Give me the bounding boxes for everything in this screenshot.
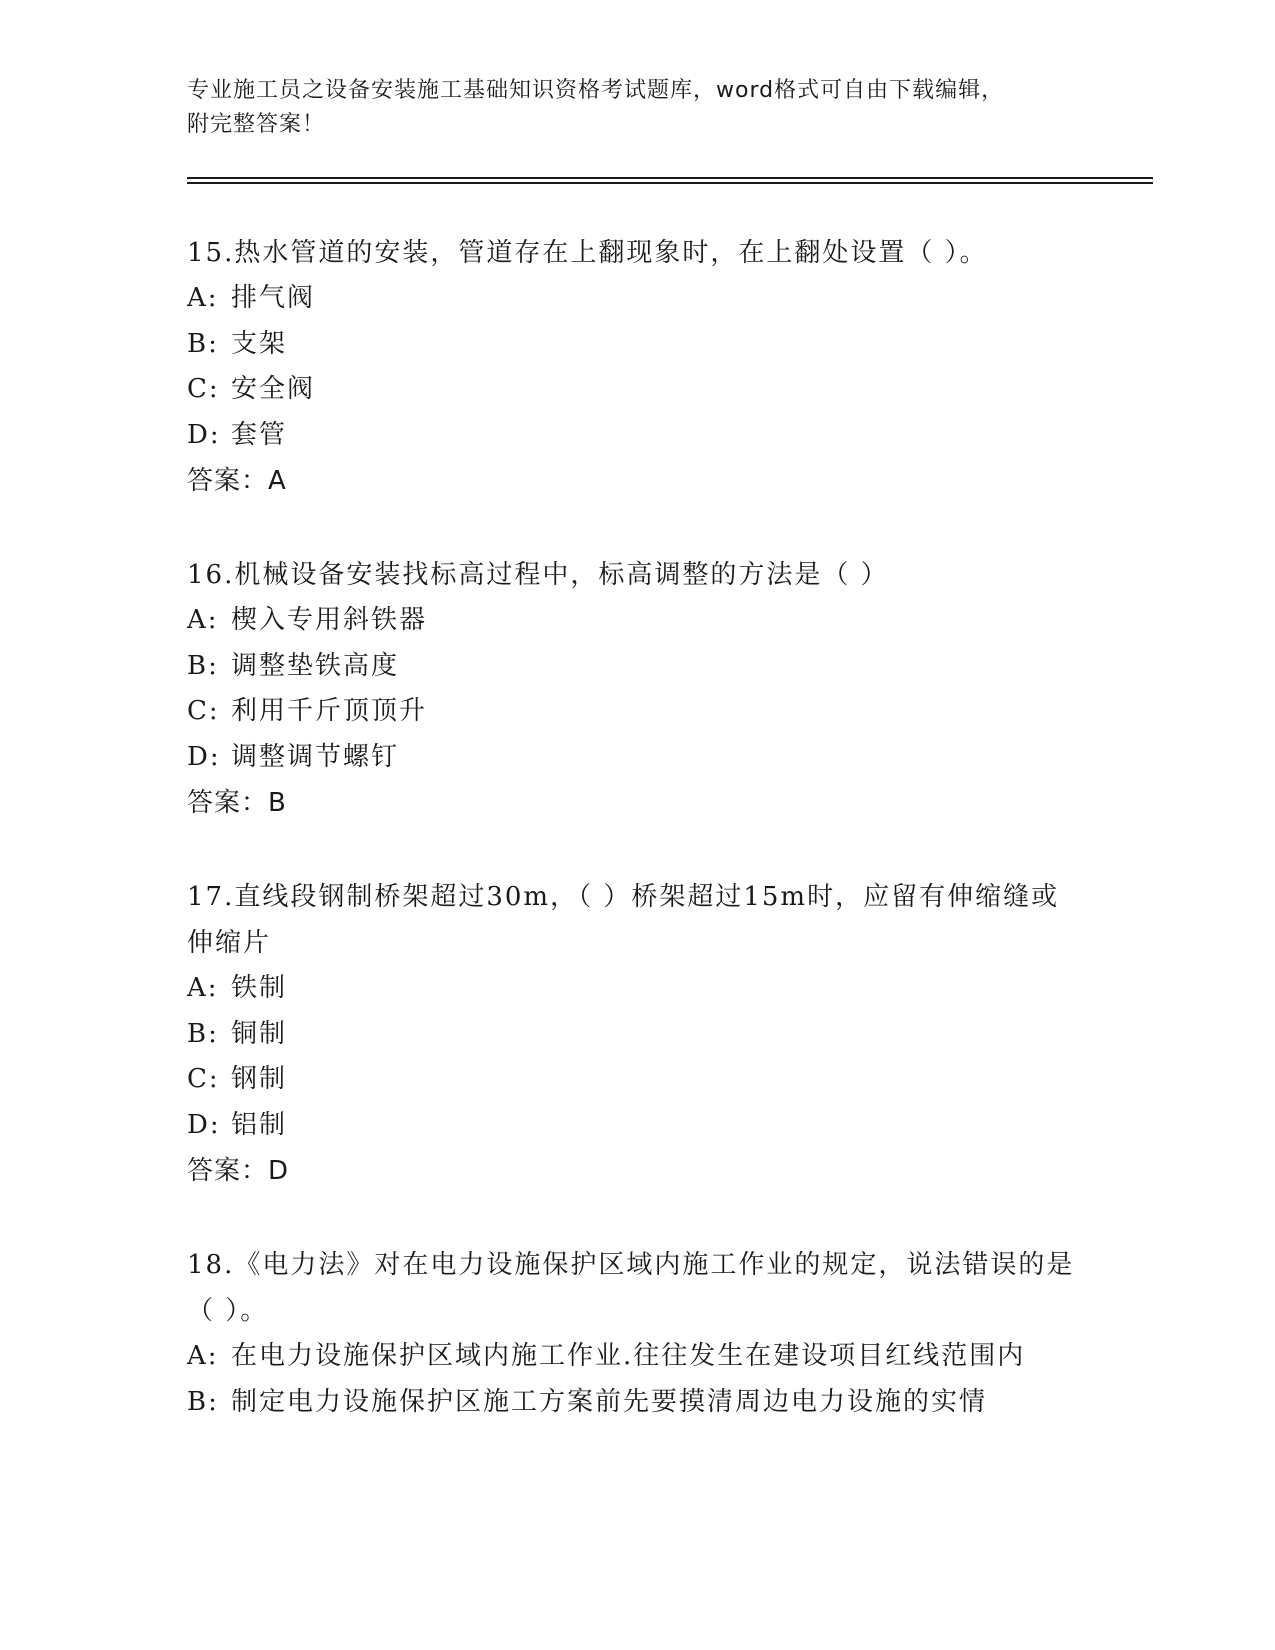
option-label: D: — [187, 419, 221, 450]
answer: 答案：B — [187, 788, 287, 818]
option-text: 调整垫铁高度 — [231, 650, 400, 681]
question-15 — [187, 230, 1087, 504]
option-b — [187, 644, 1087, 690]
option-text: 利用千斤顶顶升 — [231, 696, 428, 726]
question-17 — [187, 874, 1087, 1194]
option-label: A: — [187, 973, 219, 1003]
option-text: 钢制 — [231, 1064, 288, 1094]
option-d — [187, 1103, 1087, 1149]
option-label: A: — [187, 605, 219, 635]
question-stem: 15.热水管道的安装，管道存在上翻现象时，在上翻处设置（ ）。 — [187, 238, 988, 268]
question-18 — [187, 1242, 1087, 1425]
option-b — [187, 322, 1087, 368]
option-a — [187, 1334, 1087, 1380]
header-divider-bottom — [187, 182, 1153, 184]
option-label: B: — [187, 1386, 219, 1417]
option-c — [187, 367, 1087, 413]
option-label: C: — [187, 1064, 220, 1094]
option-label: A: — [187, 1341, 219, 1371]
option-text: 楔入专用斜铁器 — [231, 605, 428, 635]
header-divider-top — [187, 177, 1153, 179]
option-label: B: — [187, 328, 219, 359]
option-label: D: — [187, 1109, 221, 1140]
question-list — [187, 230, 1087, 1473]
option-text: 铝制 — [231, 1109, 288, 1140]
question-stem: 18.《电力法》对在电力设施保护区域内施工作业的规定，说法错误的是（ ）。 — [187, 1250, 1075, 1326]
option-b — [187, 1012, 1087, 1058]
header-line-2: 附完整答案！ — [187, 112, 326, 137]
option-d — [187, 735, 1087, 781]
option-text: 排气阀 — [231, 283, 316, 313]
option-text: 铜制 — [231, 1018, 288, 1049]
option-text: 铁制 — [231, 973, 288, 1003]
option-text: 安全阀 — [231, 374, 316, 404]
option-text: 套管 — [231, 419, 288, 450]
option-label: C: — [187, 374, 220, 404]
option-text: 在电力设施保护区域内施工作业.往往发生在建设项目红线范围内 — [231, 1341, 1026, 1371]
option-b — [187, 1380, 1087, 1426]
option-label: A: — [187, 283, 219, 313]
option-text: 制定电力设施保护区施工方案前先要摸清周边电力设施的实情 — [231, 1386, 988, 1417]
answer: 答案：D — [187, 1156, 290, 1186]
option-c — [187, 689, 1087, 735]
question-stem: 16.机械设备安装找标高过程中，标高调整的方法是（ ） — [187, 560, 889, 590]
option-c — [187, 1057, 1087, 1103]
option-d — [187, 413, 1087, 459]
option-label: B: — [187, 1018, 219, 1049]
option-a — [187, 276, 1087, 322]
answer: 答案：A — [187, 466, 287, 496]
question-stem: 17.直线段钢制桥架超过30m，（ ）桥架超过15m时，应留有伸缩缝或伸缩片 — [187, 882, 1060, 958]
option-text: 调整调节螺钉 — [231, 741, 400, 772]
option-label: B: — [187, 650, 219, 681]
document-header — [187, 74, 1087, 142]
option-a — [187, 598, 1087, 644]
question-16 — [187, 552, 1087, 826]
option-label: C: — [187, 696, 220, 726]
header-line-1: 专业施工员之设备安装施工基础知识资格考试题库，word格式可自由下载编辑， — [187, 78, 1005, 103]
option-text: 支架 — [231, 328, 288, 359]
option-label: D: — [187, 741, 221, 772]
option-a — [187, 966, 1087, 1012]
